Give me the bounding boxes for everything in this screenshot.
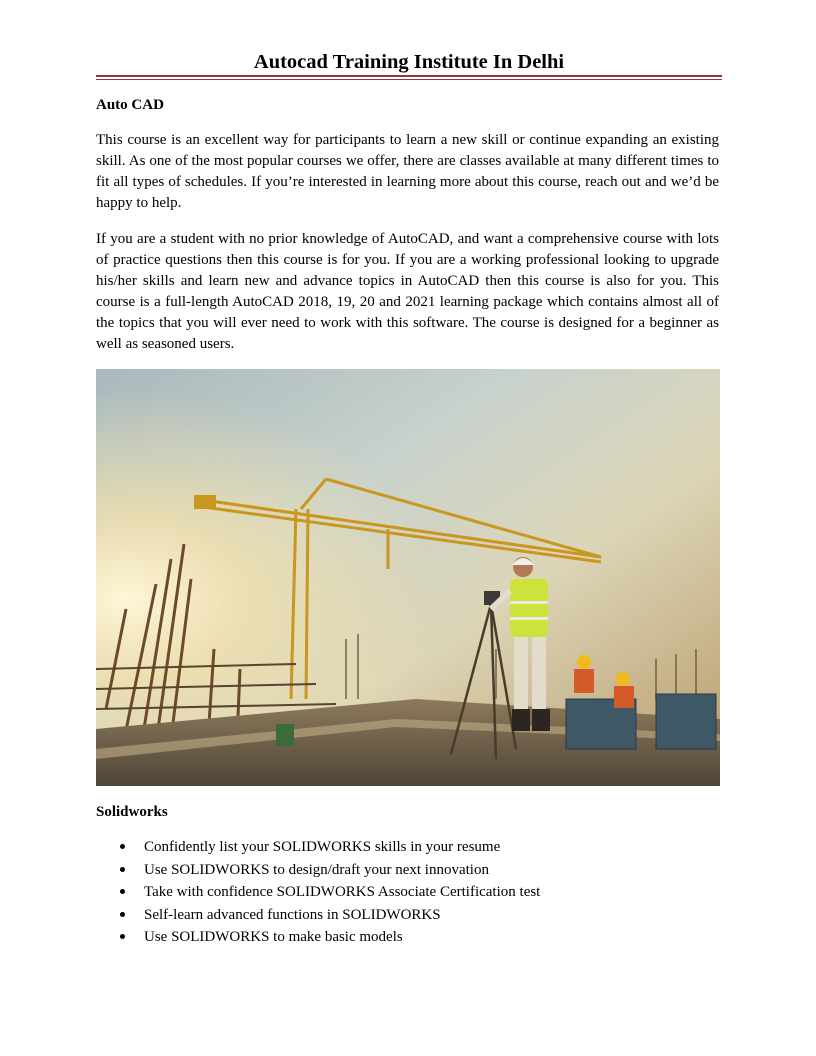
list-item: Self-learn advanced functions in SOLIDWORKS	[96, 906, 540, 929]
section-heading-solidworks: Solidworks	[96, 804, 168, 820]
list-item: Use SOLIDWORKS to design/draft your next innovation	[96, 861, 540, 884]
bullet-icon	[120, 934, 125, 939]
autocad-paragraph-1: This course is an excellent way for participants to learn a new skill or continue expanding an existing skill. As one of the most popular courses we offer, there are classes available at many different times to fit all types of schedules. If you’re interested in learning more about this course, reach out and we’d be happy to help.	[96, 132, 719, 211]
list-item: Take with confidence SOLIDWORKS Associate Certification test	[96, 883, 540, 906]
bullet-icon	[120, 867, 125, 872]
autocad-paragraph-2: If you are a student with no prior knowledge of AutoCAD, and want a comprehensive course with lots of practice questions then this course is for you. If you are a working professional looking to upgrade his/her skills and learn new and advance topics in AutoCAD then this course is also for you. This course is a full-length AutoCAD 2018, 19, 20 and 2021 learning package which contains almost all of the topics that you will ever need to work with this software. The course is designed for a beginner as well as seasoned users.	[96, 231, 719, 352]
construction-site-photo	[96, 369, 720, 786]
bullet-icon	[120, 912, 125, 917]
solidworks-bullet-list	[96, 838, 540, 951]
section-heading-autocad: Auto CAD	[96, 97, 164, 113]
list-item: Confidently list your SOLIDWORKS skills in your resume	[96, 838, 540, 861]
list-item: Use SOLIDWORKS to make basic models	[96, 928, 540, 951]
bullet-icon	[120, 844, 125, 849]
title-rule-thick	[96, 75, 722, 77]
title-rule-thin	[96, 79, 722, 80]
bullet-icon	[120, 889, 125, 894]
page-title: Autocad Training Institute In Delhi	[253, 51, 565, 73]
